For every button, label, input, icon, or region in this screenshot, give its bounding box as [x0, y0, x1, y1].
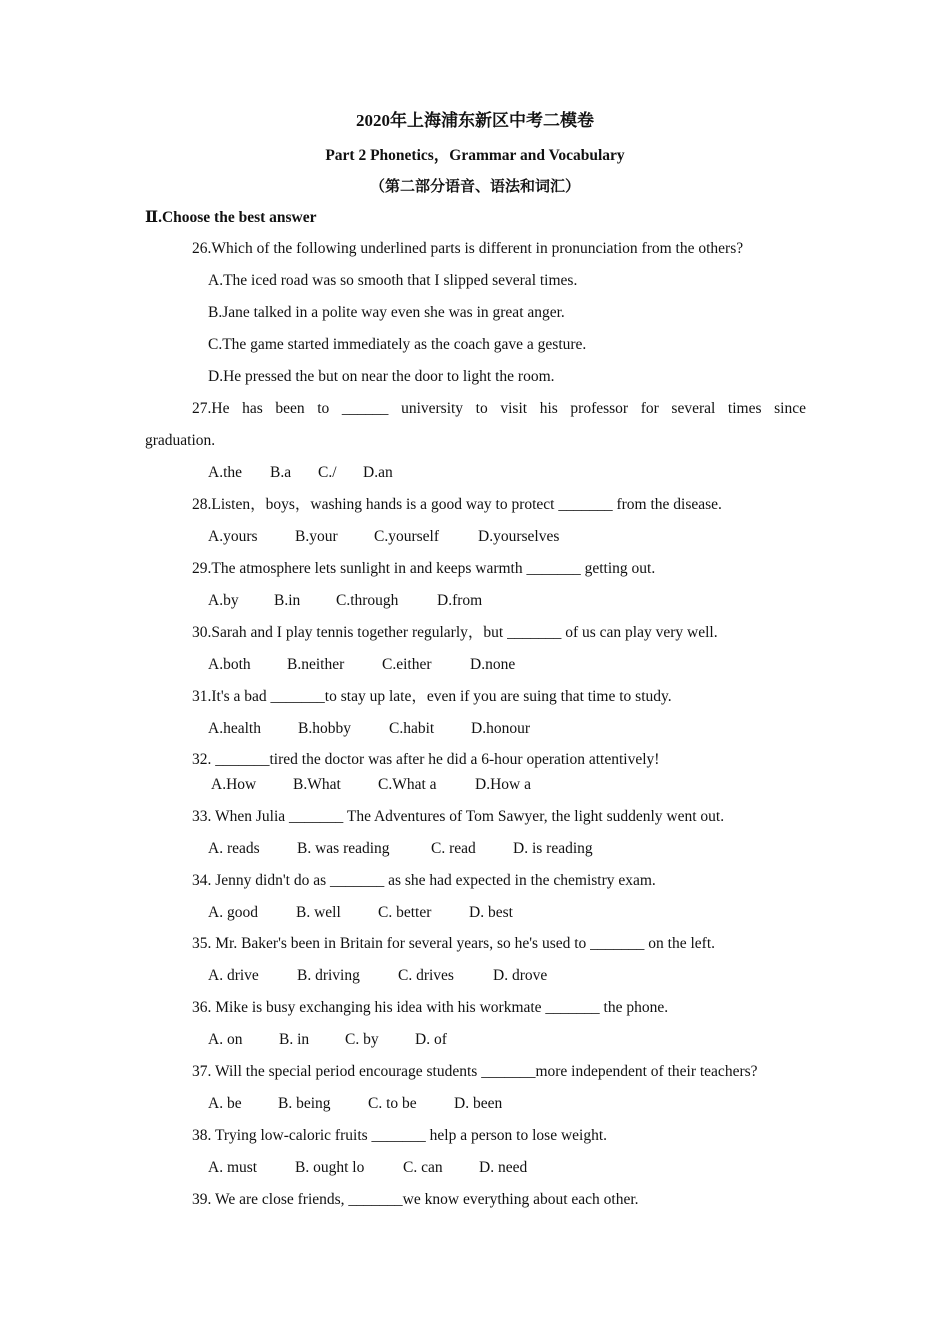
question-32-option-b: B.What — [293, 776, 341, 793]
question-31-options — [208, 719, 530, 739]
question-38-options — [208, 1158, 527, 1178]
question-35-option-b: B. driving — [297, 967, 360, 984]
section-heading: Ⅱ.Choose the best answer — [145, 209, 317, 226]
question-30-stem: 30.Sarah and I play tennis together regularly，but _______ of us can play very well. — [192, 624, 718, 641]
question-30-option-d: D.none — [470, 656, 516, 673]
question-34-option-d: D. best — [469, 904, 513, 921]
question-26-option-c: C.The game started immediately as the coach gave a gesture. — [208, 336, 587, 353]
question-32-options — [211, 775, 531, 795]
part-heading: Part 2 Phonetics，Grammar and Vocabulary — [325, 147, 625, 164]
question-37-options — [208, 1094, 502, 1114]
exam-title: 2020年上海浦东新区中考二模卷 — [356, 111, 594, 130]
question-28-stem: 28.Listen，boys，washing hands is a good way to protect _______ from the disease. — [192, 496, 722, 513]
question-33-option-d: D. is reading — [513, 840, 593, 857]
question-26-option-a: A.The iced road was so smooth that I slipped several times. — [208, 272, 578, 289]
question-36-stem: 36. Mike is busy exchanging his idea with his workmate _______ the phone. — [192, 999, 669, 1016]
question-33-option-a: A. reads — [208, 840, 260, 857]
question-35-option-c: C. drives — [398, 967, 454, 984]
question-36-option-c: C. by — [345, 1031, 379, 1048]
question-30-options — [208, 655, 515, 675]
question-29-option-c: C.through — [336, 592, 399, 609]
question-28-option-b: B.your — [295, 528, 338, 545]
question-27-option-a: A.the — [208, 464, 243, 481]
question-38-option-b: B. ought lo — [295, 1159, 365, 1176]
question-27-option-d: D.an — [363, 464, 393, 481]
question-31-option-c: C.habit — [389, 720, 435, 737]
question-26-option-b: B.Jane talked in a polite way even she was in great anger. — [208, 304, 565, 321]
question-37-option-d: D. been — [454, 1095, 503, 1112]
question-28-options — [208, 527, 559, 547]
question-33-option-b: B. was reading — [297, 840, 390, 857]
question-35-options — [208, 966, 547, 986]
question-37-option-c: C. to be — [368, 1095, 417, 1112]
question-33-stem: 33. When Julia _______ The Adventures of Tom Sawyer, the light suddenly went out. — [192, 808, 725, 825]
question-36-option-a: A. on — [208, 1031, 243, 1048]
question-30-option-c: C.either — [382, 656, 432, 673]
part-heading-chinese: （第二部分语音、语法和词汇） — [369, 179, 580, 195]
question-27-option-b: B.a — [270, 464, 292, 481]
question-36-option-d: D. of — [415, 1031, 447, 1048]
question-31-option-a: A.health — [208, 720, 261, 737]
question-34-option-b: B. well — [296, 904, 341, 921]
question-32-option-d: D.How a — [475, 776, 531, 793]
question-37-option-a: A. be — [208, 1095, 242, 1112]
question-27-stem: 27.He has been to ______ university to visit his professor for several times since — [192, 400, 806, 417]
question-34-option-a: A. good — [208, 904, 258, 921]
question-37-stem: 37. Will the special period encourage students _______more independent of their teachers? — [192, 1063, 758, 1080]
question-34-option-c: C. better — [378, 904, 432, 921]
question-38-option-a: A. must — [208, 1159, 258, 1176]
question-33-options — [208, 839, 593, 859]
question-31-option-d: D.honour — [471, 720, 530, 737]
question-27-options — [208, 463, 393, 483]
question-32-option-c: C.What a — [378, 776, 437, 793]
question-28-option-d: D.yourselves — [478, 528, 560, 545]
question-38-option-d: D. need — [479, 1159, 528, 1176]
question-26-option-d: D.He pressed the but on near the door to light the room. — [208, 368, 555, 385]
question-38-stem: 38. Trying low-caloric fruits _______ help a person to lose weight. — [192, 1127, 608, 1144]
question-35-option-a: A. drive — [208, 967, 259, 984]
question-37-option-b: B. being — [278, 1095, 331, 1112]
question-27-stem-continued: graduation. — [145, 432, 216, 449]
question-39-stem: 39. We are close friends, _______we know everything about each other. — [192, 1191, 639, 1208]
question-26-stem: 26.Which of the following underlined parts is different in pronunciation from the others? — [192, 240, 744, 257]
question-33-option-c: C. read — [431, 840, 476, 857]
question-29-option-a: A.by — [208, 592, 239, 609]
question-38-option-c: C. can — [403, 1159, 443, 1176]
question-31-stem: 31.It's a bad _______to stay up late，even if you are suing that time to study. — [192, 688, 672, 705]
question-29-stem: 29.The atmosphere lets sunlight in and keeps warmth _______ getting out. — [192, 560, 656, 577]
question-29-option-d: D.from — [437, 592, 483, 609]
question-30-option-a: A.both — [208, 656, 251, 673]
question-34-stem: 34. Jenny didn't do as _______ as she had expected in the chemistry exam. — [192, 872, 656, 889]
question-34-options — [208, 903, 513, 923]
question-32-option-a: A.How — [211, 776, 257, 793]
question-36-option-b: B. in — [279, 1031, 310, 1048]
question-29-option-b: B.in — [274, 592, 301, 609]
question-27-option-c: C./ — [318, 464, 337, 481]
question-28-option-c: C.yourself — [374, 528, 440, 545]
question-29-options — [208, 591, 482, 611]
question-35-option-d: D. drove — [493, 967, 548, 984]
question-35-stem: 35. Mr. Baker's been in Britain for several years, so he's used to _______ on the left. — [192, 935, 715, 952]
question-30-option-b: B.neither — [287, 656, 345, 673]
question-32-stem: 32. _______tired the doctor was after he did a 6-hour operation attentively! — [192, 751, 660, 768]
question-36-options — [208, 1030, 447, 1050]
question-28-option-a: A.yours — [208, 528, 258, 545]
question-31-option-b: B.hobby — [298, 720, 351, 737]
